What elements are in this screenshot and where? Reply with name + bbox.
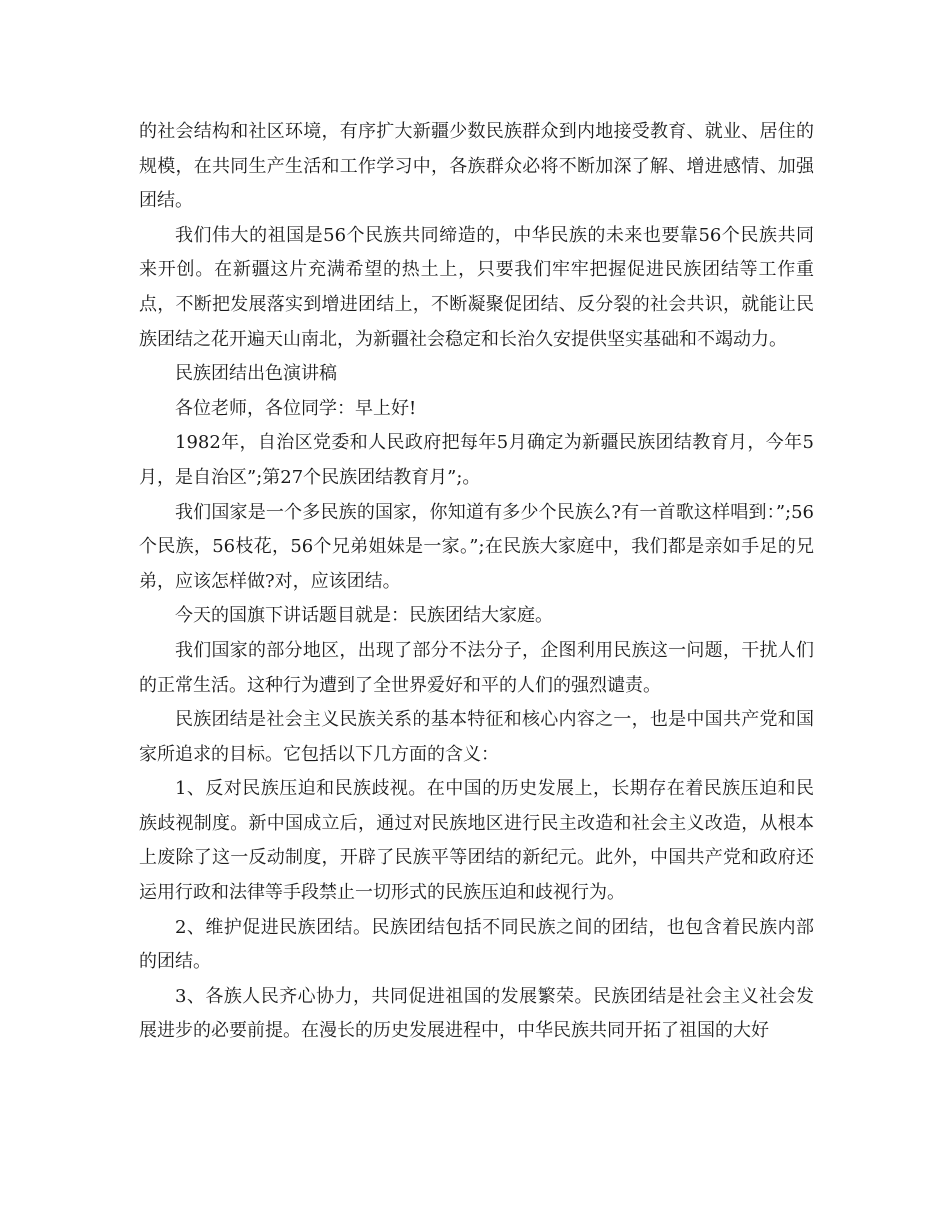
paragraph-continued: 的社会结构和社区环境，有序扩大新疆少数民族群众到内地接受教育、就业、居住的规模，在共同生产生活和工作学习中，各族群众必将不断加深了解、增进感情、加强团结。 bbox=[139, 121, 814, 212]
paragraph: 我们伟大的祖国是56个民族共同缔造的，中华民族的未来也要靠56个民族共同来开创。在新疆这片充满希望的热土上，只要我们牢牢把握促进民族团结等工作重点，不断把发展落实到增进团结上，不断凝聚促团结、反分裂的社会共识，就能让民族团结之花开遍天山南北，为新疆社会稳定和长治久安提供坚实基础和不竭动力。 bbox=[139, 224, 814, 350]
paragraph: 1982年，自治区党委和人民政府把每年5月确定为新疆民族团结教育月，今年5月，是自治区”;第27个民族团结教育月”;。 bbox=[139, 432, 814, 488]
list-item: 1、反对民族压迫和民族歧视。在中国的历史发展上，长期存在着民族压迫和民族歧视制度。新中国成立后，通过对民族地区进行民主改造和社会主义改造，从根本上废除了这一反动制度，开辟了民族平等团结的新纪元。此外，中国共产党和政府还运用行政和法律等手段禁止一切形式的民族压迫和歧视行为。 bbox=[139, 778, 814, 904]
greeting: 各位老师，各位同学：早上好! bbox=[175, 397, 417, 419]
paragraph: 我们国家是一个多民族的国家，你知道有多少个民族么?有一首歌这样唱到：”;56个民族，56枝花，56个兄弟姐妹是一家。”;在民族大家庭中，我们都是亲如手足的兄弟，应该怎样做?对，应该团结。 bbox=[139, 501, 814, 592]
paragraph: 民族团结是社会主义民族关系的基本特征和核心内容之一，也是中国共产党和国家所追求的目标。它包括以下几方面的含义： bbox=[139, 709, 814, 765]
paragraph: 我们国家的部分地区，出现了部分不法分子，企图利用民族这一问题，干扰人们的正常生活。这种行为遭到了全世界爱好和平的人们的强烈谴责。 bbox=[139, 639, 814, 696]
speech-title: 民族团结出色演讲稿 bbox=[175, 363, 337, 385]
list-item: 2、维护促进民族团结。民族团结包括不同民族之间的团结，也包含着民族内部的团结。 bbox=[139, 916, 814, 973]
paragraph: 今天的国旗下讲话题目就是：民族团结大家庭。 bbox=[175, 605, 553, 627]
document-body bbox=[139, 115, 814, 1049]
list-item: 3、各族人民齐心协力，共同促进祖国的发展繁荣。民族团结是社会主义社会发展进步的必要前提。在漫长的历史发展进程中，中华民族共同开拓了祖国的大好 bbox=[139, 985, 814, 1042]
